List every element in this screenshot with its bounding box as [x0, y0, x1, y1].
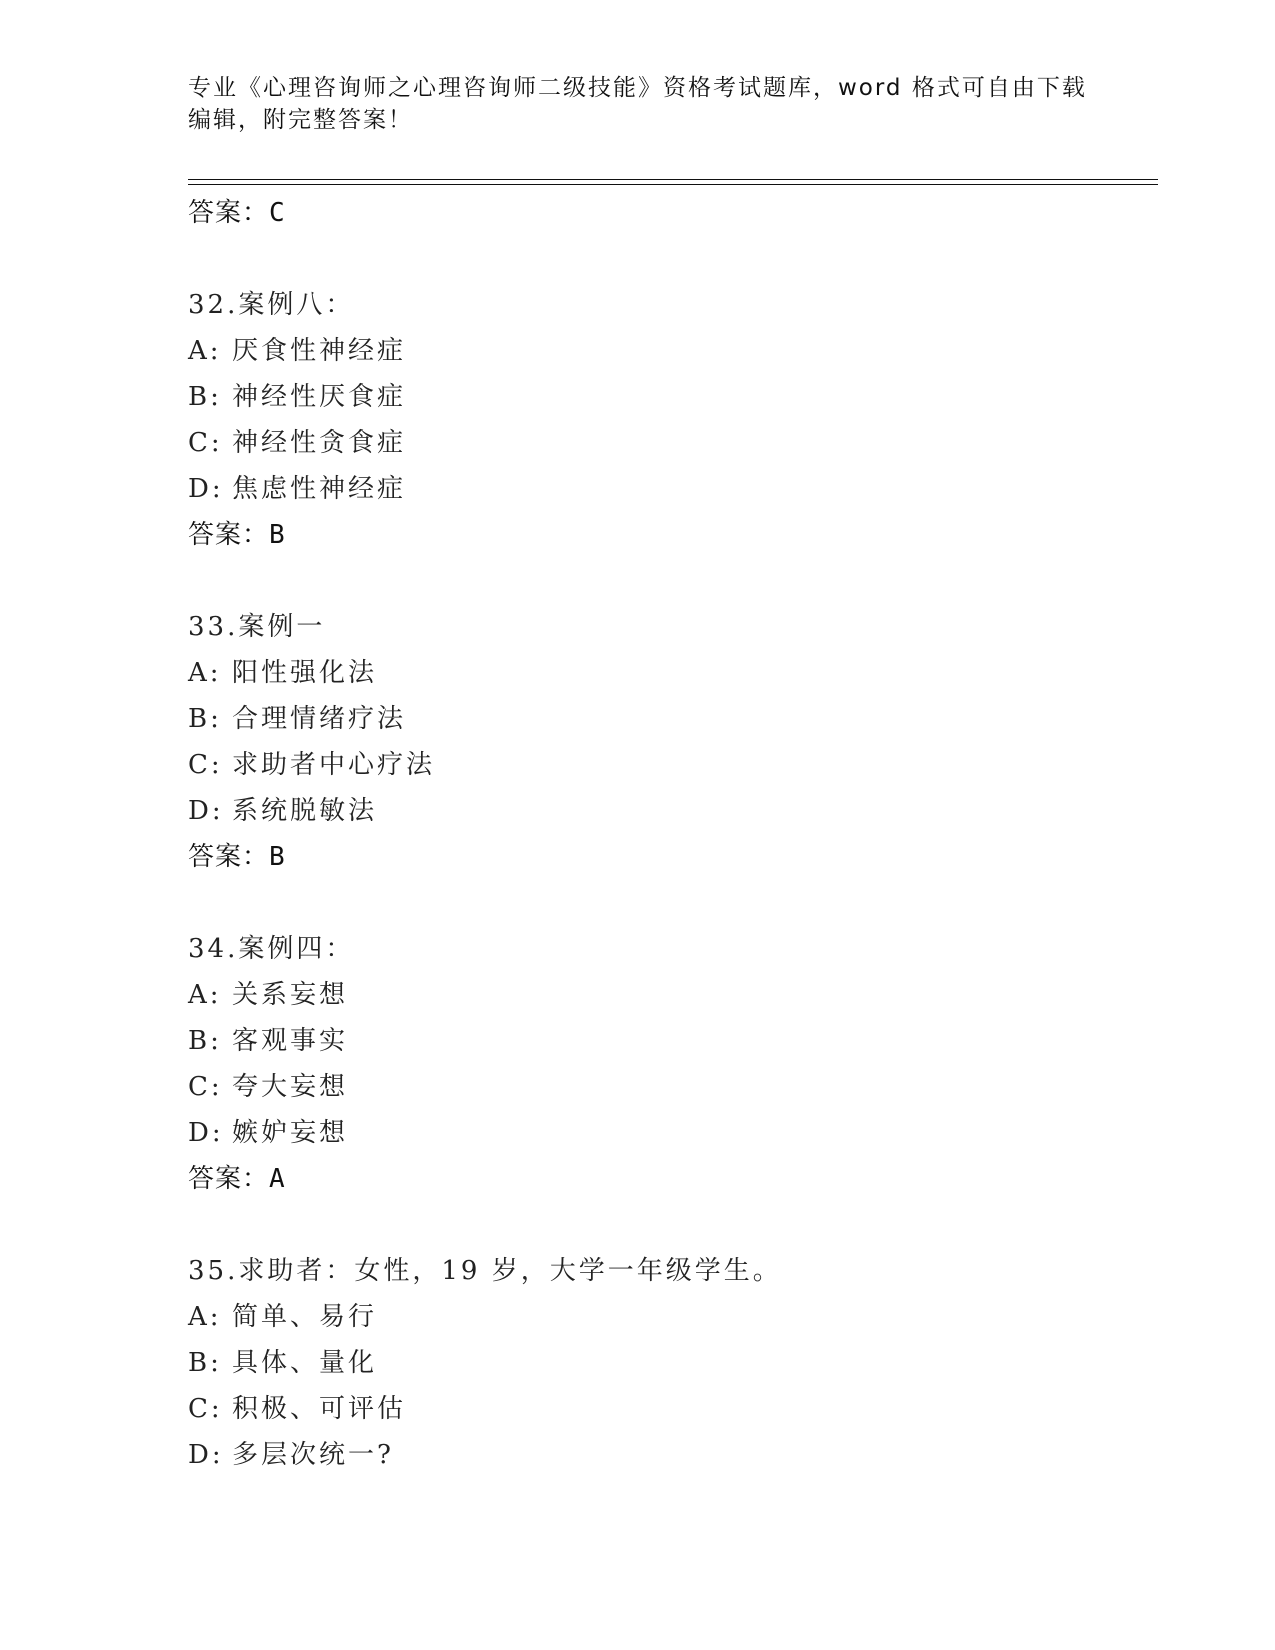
question-stem: 35.求助者：女性，19 岁，大学一年级学生。	[188, 1256, 782, 1286]
option-letter: B:	[188, 1026, 222, 1056]
answer-value: B	[269, 520, 286, 550]
option-a	[188, 328, 1148, 374]
answer-value: C	[269, 198, 286, 228]
option-letter: D:	[188, 1118, 224, 1148]
option-letter: C:	[188, 1072, 223, 1102]
option-d	[188, 466, 1148, 512]
option-c	[188, 1064, 1148, 1110]
answer-label: 答案：	[188, 1164, 270, 1194]
option-a	[188, 1294, 1148, 1340]
option-letter: C:	[188, 750, 223, 780]
option-letter: B:	[188, 1348, 222, 1378]
option-letter: B:	[188, 382, 222, 412]
option-text: 阳性强化法	[232, 658, 378, 688]
option-a	[188, 972, 1148, 1018]
option-text: 神经性贪食症	[232, 428, 407, 458]
option-b	[188, 1340, 1148, 1386]
answer-label: 答案：	[188, 842, 270, 872]
option-letter: A:	[188, 1302, 222, 1332]
option-letter: A:	[188, 658, 222, 688]
option-d	[188, 1110, 1148, 1156]
option-letter: D:	[188, 1440, 224, 1470]
option-text: 具体、量化	[232, 1348, 378, 1378]
option-a	[188, 650, 1148, 696]
option-text: 合理情绪疗法	[232, 704, 407, 734]
answer-value: A	[269, 1164, 286, 1194]
answer-label: 答案：	[188, 520, 270, 550]
option-text: 简单、易行	[232, 1302, 378, 1332]
answer-line	[188, 512, 1148, 558]
question-block	[188, 604, 1148, 880]
option-text: 系统脱敏法	[232, 796, 378, 826]
question-block	[188, 926, 1148, 1202]
option-text: 焦虑性神经症	[232, 474, 407, 504]
header-divider-top	[188, 179, 1158, 180]
answer-label: 答案：	[188, 198, 270, 228]
option-text: 神经性厌食症	[232, 382, 407, 412]
option-b	[188, 1018, 1148, 1064]
question-stem: 32.案例八：	[188, 290, 355, 320]
question-block	[188, 282, 1148, 558]
option-letter: D:	[188, 474, 224, 504]
option-text: 关系妄想	[232, 980, 349, 1010]
document-header	[188, 72, 1088, 136]
option-text: 夸大妄想	[232, 1072, 349, 1102]
option-letter: B:	[188, 704, 222, 734]
option-letter: C:	[188, 1394, 223, 1424]
option-c	[188, 742, 1148, 788]
header-divider-bottom	[188, 184, 1158, 185]
question-block	[188, 1248, 1148, 1478]
option-d	[188, 788, 1148, 834]
option-text: 嫉妒妄想	[232, 1118, 349, 1148]
option-text: 厌食性神经症	[232, 336, 407, 366]
option-text: 积极、可评估	[232, 1394, 407, 1424]
header-line-1: 专业《心理咨询师之心理咨询师二级技能》资格考试题库，word 格式可自由下载	[188, 75, 1087, 101]
option-b	[188, 696, 1148, 742]
answer-line	[188, 834, 1148, 880]
option-letter: A:	[188, 336, 222, 366]
option-b	[188, 374, 1148, 420]
option-text: 客观事实	[232, 1026, 349, 1056]
header-line-2: 编辑，附完整答案！	[188, 107, 413, 133]
option-text: 求助者中心疗法	[232, 750, 436, 780]
option-d	[188, 1432, 1148, 1478]
question-stem: 33.案例一	[188, 612, 326, 642]
question-content	[188, 190, 1148, 1478]
answer-line	[188, 190, 1148, 236]
option-c	[188, 420, 1148, 466]
answer-value: B	[269, 842, 286, 872]
option-letter: A:	[188, 980, 222, 1010]
option-c	[188, 1386, 1148, 1432]
answer-line	[188, 1156, 1148, 1202]
option-letter: C:	[188, 428, 223, 458]
option-letter: D:	[188, 796, 224, 826]
option-text: 多层次统一?	[232, 1440, 394, 1470]
question-stem: 34.案例四：	[188, 934, 355, 964]
